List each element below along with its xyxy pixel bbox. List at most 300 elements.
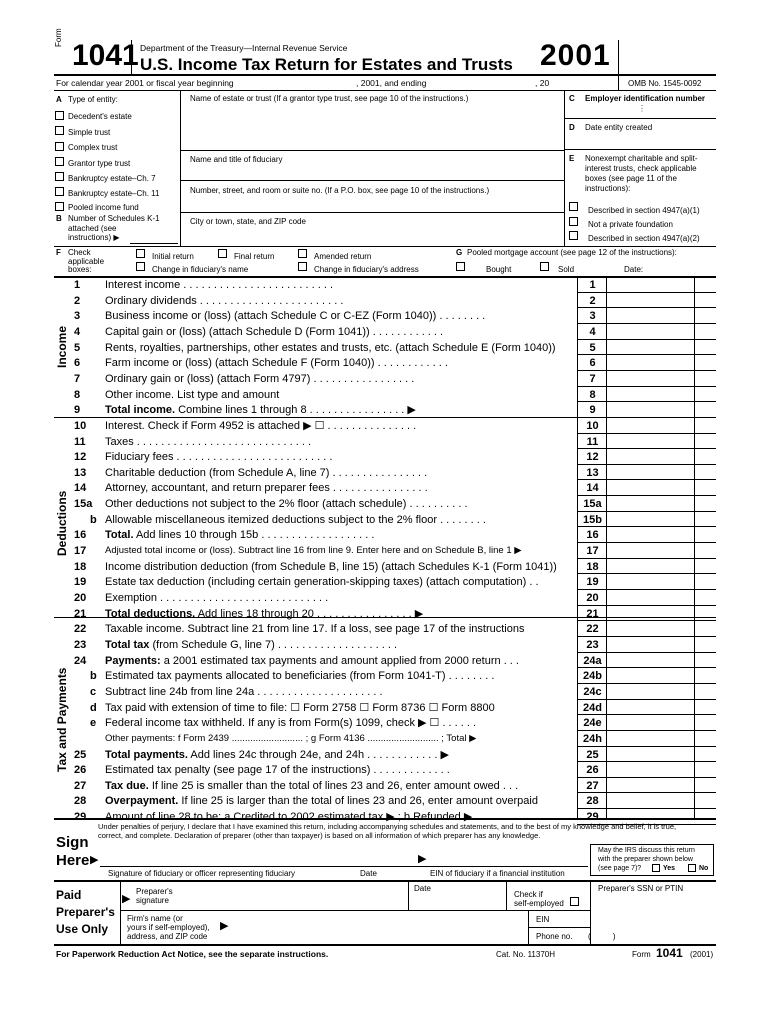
line-text: Charitable deduction (from Schedule A, line 7)	[105, 467, 330, 479]
line-number: d	[90, 702, 97, 714]
initial-return-checkbox[interactable]	[136, 249, 145, 258]
line-box-number: 13	[586, 467, 599, 479]
no-label: No	[699, 865, 709, 872]
line-description	[105, 795, 538, 807]
line-description	[105, 561, 557, 573]
line-text: Rents, royalties, partnerships, other estates and trusts, etc. (attach Schedule E (Form 1040))	[105, 342, 556, 354]
ein-arrow: ▶	[418, 853, 427, 865]
preparer-signature-label: signature	[136, 896, 169, 905]
d-label: D	[569, 123, 575, 132]
line-description	[105, 717, 476, 729]
line-box-number: 10	[586, 420, 599, 432]
line-box-number: 11	[586, 436, 599, 448]
line-amount-field[interactable]	[607, 293, 716, 308]
line-amount-field[interactable]	[607, 731, 716, 746]
line-box-number: 9	[589, 404, 596, 416]
complex-trust-checkbox[interactable]	[55, 142, 64, 151]
line-text: Interest. Check if Form 4952 is attached ▶ ☐	[105, 420, 325, 432]
form-number: 1041	[72, 39, 139, 72]
e-text: Nonexempt charitable and split-	[585, 154, 698, 163]
line-text: Total tax (from Schedule G, line 7)	[105, 639, 275, 651]
form-title: U.S. Income Tax Return for Estates and Trusts	[140, 55, 513, 74]
f-text: applicable	[68, 257, 105, 266]
change-name-label: Change in fiduciary's name	[152, 265, 249, 274]
line-text: Payments: a 2001 estimated tax payments and amount applied from 2000 return	[105, 655, 501, 667]
line-description	[105, 467, 427, 479]
leader-dots: . . . . . . . . . . . . . . . . . . . .	[274, 639, 398, 651]
line-description	[105, 576, 539, 588]
omb-number: OMB No. 1545-0092	[628, 79, 702, 88]
line-description	[105, 326, 443, 338]
leader-dots: . . . . . . . . . . . . . . . . . . . . . . . .	[196, 295, 344, 307]
line-number: 5	[74, 342, 81, 354]
footer-form-word: Form	[632, 950, 651, 959]
line-box-number: 15b	[583, 514, 602, 526]
line-number: 26	[74, 764, 87, 776]
line-description	[105, 529, 374, 541]
line-text: Tax paid with extension of time to file: ☐ Form 2758 ☐ Form 8736 ☐ Form 8800	[105, 702, 495, 714]
line-number: 22	[74, 623, 87, 635]
sold-label: Sold	[558, 265, 575, 274]
line-amount-field[interactable]	[607, 527, 716, 542]
line-text: Amount of line 28 to be: a Credited to 2002 estimated tax ▶ ; b Refunded ▶	[105, 811, 473, 823]
line-number: 16	[74, 529, 87, 541]
line-amount-field[interactable]	[607, 700, 716, 715]
line-amount-field[interactable]	[607, 355, 716, 370]
line-description	[105, 733, 476, 745]
line-number: b	[90, 670, 97, 682]
g-text: Pooled mortgage account (see page 12 of the instructions):	[467, 248, 677, 257]
date-label: Date:	[624, 265, 644, 274]
line-amount-field[interactable]	[607, 340, 716, 355]
line-box-number: 7	[589, 373, 596, 385]
line-description	[105, 780, 518, 792]
line-amount-field[interactable]	[607, 762, 716, 777]
signature-label: Signature of fiduciary or officer representing fiduciary	[108, 869, 296, 878]
line-text: Overpayment. If line 25 is larger than the total of lines 23 and 26, enter amount overpaid	[105, 795, 538, 807]
e-text: instructions):	[585, 184, 631, 193]
line-text: Exemption	[105, 592, 157, 604]
line-text: Other payments: f Form 2439 ........................... ; g Form 4136 ........................... ; Total ▶	[105, 733, 477, 744]
preparers-label: Preparer's	[56, 905, 115, 919]
f-text: Check	[68, 248, 91, 257]
line-amount-field[interactable]	[607, 512, 716, 527]
ein-label: Employer identification number	[585, 94, 706, 103]
line-text: Business income or (loss) (attach Schedule C or C-EZ (Form 1040))	[105, 310, 437, 322]
line-box-number: 21	[586, 608, 599, 620]
line-text: Estimated tax payments allocated to beneficiaries (from Form 1041-T)	[105, 670, 446, 682]
line-number: 1	[74, 279, 81, 291]
e-label: E	[569, 154, 575, 163]
line-amount-field[interactable]	[607, 308, 716, 323]
line-amount-field[interactable]	[607, 434, 716, 449]
leader-dots: . . . . . . . . . . . . . . .	[324, 420, 417, 432]
line-text: Allowable miscellaneous itemized deductions subject to the 2% floor	[105, 514, 438, 526]
line-description	[105, 482, 428, 494]
preparer-date-label: Date	[414, 884, 431, 893]
line-amount-field[interactable]	[607, 543, 716, 558]
tax-payments-section-label: Tax and Payments	[55, 667, 69, 772]
preparer-arrow: ▶	[122, 893, 131, 905]
form-word: Form	[54, 28, 63, 47]
line-number: 2	[74, 295, 81, 307]
leader-dots: . . . . . . . . . . . .	[369, 326, 444, 338]
leader-dots: . . . . . . . .	[436, 310, 486, 322]
line-box-number: 8	[589, 389, 596, 401]
line-amount-field[interactable]	[607, 480, 716, 495]
entity-type-label: Bankruptcy estate–Ch. 11	[68, 189, 160, 198]
paid-label: Paid	[56, 888, 82, 902]
leader-dots: . . . . . . . . . . . . . . . . ▶	[313, 608, 424, 620]
e-text: boxes (see page 11 of the	[585, 174, 677, 183]
line-description	[105, 592, 328, 604]
leader-dots: . . . . . . . . . .	[406, 498, 468, 510]
line-description	[105, 686, 383, 698]
perjury-text: correct, and complete. Declaration of preparer (other than taxpayer) is based on all information of which preparer has any knowledge.	[98, 831, 541, 840]
section-4947a2-checkbox[interactable]	[569, 231, 578, 240]
f-text: boxes:	[68, 265, 92, 274]
line-description	[105, 702, 495, 714]
line-amount-field[interactable]	[607, 778, 716, 793]
a-label: A	[56, 95, 62, 104]
line-text: Farm income or (loss) (attach Schedule F (Form 1040))	[105, 357, 375, 369]
leader-dots: . . . . . . . . . . . . . . . . ▶	[306, 404, 416, 416]
line-amount-field[interactable]	[607, 324, 716, 339]
line-description	[105, 404, 416, 416]
line-number: 29	[74, 811, 87, 823]
irs-yes-checkbox[interactable]	[652, 864, 660, 872]
line-number: 10	[74, 420, 87, 432]
line-amount-field[interactable]	[607, 371, 716, 386]
line-box-number: 18	[586, 561, 599, 573]
simple-trust-checkbox[interactable]	[55, 126, 64, 135]
line-text: Estimated tax penalty (see page 17 of the instructions)	[105, 764, 371, 776]
line-amount-field[interactable]	[607, 559, 716, 574]
line-amount-field[interactable]	[607, 715, 716, 730]
line-box-number: 5	[589, 342, 596, 354]
line-box-number: 24e	[583, 717, 602, 729]
line-description	[105, 623, 524, 635]
line-number: 12	[74, 451, 87, 463]
line-description	[105, 279, 333, 291]
line-amount-field[interactable]	[607, 747, 716, 762]
department: Department of the Treasury—Internal Revenue Service	[140, 43, 348, 53]
line-box-number: 24a	[583, 655, 602, 667]
leader-dots: . . . . . . . . . . . . . . . . . . . . . . . . . . . . .	[133, 436, 312, 448]
line-box-number: 6	[589, 357, 596, 369]
line-text: Subtract line 24b from line 24a	[105, 686, 255, 698]
line-amount-field[interactable]	[607, 793, 716, 808]
line-text: Other income. List type and amount	[105, 389, 280, 401]
leader-dots: . . . . . . . . . . . . . . . .	[329, 467, 428, 479]
line-text: Capital gain or (loss) (attach Schedule D (Form 1041))	[105, 326, 370, 338]
line-box-number: 17	[586, 545, 599, 557]
deductions-section-label: Deductions	[55, 490, 69, 556]
line-number: 18	[74, 561, 87, 573]
entity-type-label: Grantor type trust	[68, 159, 131, 168]
change-address-label: Change in fiduciary's address	[314, 265, 419, 274]
line-number: 11	[74, 436, 86, 448]
line-box-number: 20	[586, 592, 599, 604]
line-text: Attorney, accountant, and return preparer fees	[105, 482, 330, 494]
line-text: Taxable income. Subtract line 21 from line 17. If a loss, see page 17 of the instructions	[105, 623, 525, 635]
line-text: Federal income tax withheld. If any is from Form(s) 1099, check ▶ ☐	[105, 717, 440, 729]
ein-fiduciary-label: EIN of fiduciary if a financial institution	[430, 869, 565, 878]
b-label: B	[56, 214, 62, 223]
line-number: e	[90, 717, 97, 729]
line-text: Income distribution deduction (from Schedule B, line 15) (attach Schedules K-1 (Form 1041))	[105, 561, 557, 573]
income-section-label: Income	[55, 325, 69, 368]
line-text: Taxes	[105, 436, 134, 448]
line-amount-field[interactable]	[607, 574, 716, 589]
final-return-checkbox[interactable]	[218, 249, 227, 258]
calendar-line: For calendar year 2001 or fiscal year beginning	[56, 78, 234, 88]
a-text: Type of entity:	[68, 95, 118, 104]
line-amount-field[interactable]	[607, 637, 716, 652]
line-box-number: 22	[586, 623, 599, 635]
line-number: 17	[74, 545, 87, 557]
ein-dots: ⋮	[638, 104, 646, 113]
line-number: c	[90, 686, 97, 698]
line-number: 9	[74, 404, 81, 416]
line-number: 13	[74, 467, 87, 479]
entity-type-label: Simple trust	[68, 128, 111, 137]
line-text: Tax due. If line 25 is smaller than the total of lines 23 and 26, enter amount owed	[105, 780, 500, 792]
firm-name-label: yours if self-employed),	[127, 923, 210, 932]
entity-type-label: Bankruptcy estate–Ch. 7	[68, 174, 156, 183]
line-number: 27	[74, 780, 87, 792]
amended-return-checkbox[interactable]	[298, 249, 307, 258]
leader-dots: . . . . . . . . . . . . . . . . .	[310, 373, 415, 385]
line-box-number: 15a	[583, 498, 602, 510]
line-amount-field[interactable]	[607, 606, 716, 621]
line-text: Ordinary gain or (loss) (attach Form 4797)	[105, 373, 311, 385]
leader-dots: . . . . . . . .	[445, 670, 495, 682]
line-box-number: 26	[586, 764, 599, 776]
line-amount-field[interactable]	[607, 684, 716, 699]
line-number: 6	[74, 357, 81, 369]
line-box-number: 25	[586, 749, 599, 761]
line-description	[105, 389, 279, 401]
line-box-number: 3	[589, 310, 596, 322]
line-amount-field[interactable]	[607, 590, 716, 605]
line-text: Total payments. Add lines 24c through 24e, and 24h	[105, 749, 365, 761]
sold-checkbox[interactable]	[540, 262, 549, 271]
leader-dots: . .	[526, 576, 539, 588]
line-box-number: 24d	[583, 702, 602, 714]
line-description	[105, 749, 449, 761]
line-text: Adjusted total income or (loss). Subtract line 16 from line 9. Enter here and on Schedule B, line 1 ▶	[105, 545, 522, 556]
line-box-number: 27	[586, 780, 599, 792]
leader-dots: . . . . . . . . . . . . . . . . . . . . . . . . . . . .	[156, 592, 329, 604]
line-text: Total deductions. Add lines 18 through 20	[105, 608, 314, 620]
footer-form-number: 1041	[656, 946, 683, 960]
line-text: Interest income	[105, 279, 181, 291]
line-description	[105, 655, 519, 667]
line-box-number: 23	[586, 639, 599, 651]
irs-discuss-text: with the preparer shown below	[598, 856, 693, 863]
line-number: 14	[74, 482, 87, 494]
firm-name-label: address, and ZIP code	[127, 932, 208, 941]
amended-return-label: Amended return	[314, 252, 372, 261]
check-if-label: Check if	[514, 890, 543, 899]
b-text: attached (see	[68, 224, 117, 233]
c-label: C	[569, 94, 575, 103]
line-description	[105, 436, 311, 448]
calendar-end: , 20	[535, 78, 550, 88]
preparer-ssn-label: Preparer's SSN or PTIN	[598, 884, 684, 893]
line-box-number: 24b	[583, 670, 602, 682]
leader-dots: . . . . . . . . . . . . .	[370, 764, 450, 776]
tax-year: 2001	[540, 39, 611, 72]
leader-dots: . . . . . . . . . . . . . . . . . . . . . . . . .	[180, 279, 334, 291]
leader-dots: . . . . . . . . . . . . . . . . . . . . .	[254, 686, 383, 698]
leader-dots: . . . . . . . . . . . . . . . . . . .	[258, 529, 375, 541]
line-number: 20	[74, 592, 87, 604]
initial-return-label: Initial return	[152, 252, 194, 261]
bankruptcy-ch11-checkbox[interactable]	[55, 187, 64, 196]
final-return-label: Final return	[234, 252, 275, 261]
line-text: Estate tax deduction (including certain generation-skipping taxes) (attach computation)	[105, 576, 527, 588]
line-box-number: 28	[586, 795, 599, 807]
line-text: Other deductions not subject to the 2% floor (attach schedule)	[105, 498, 407, 510]
change-address-checkbox[interactable]	[298, 262, 307, 271]
line-number: 25	[74, 749, 87, 761]
line-text: Total. Add lines 10 through 15b	[105, 529, 259, 541]
decedents-estate-checkbox[interactable]	[55, 111, 64, 120]
line-text: Ordinary dividends	[105, 295, 197, 307]
line-number: 7	[74, 373, 81, 385]
line-box-number: 14	[586, 482, 599, 494]
line-description	[105, 764, 450, 776]
line-amount-field[interactable]	[607, 387, 716, 402]
fiduciary-name-label: Name and title of fiduciary	[190, 155, 283, 164]
leader-dots: . . .	[500, 655, 519, 667]
line-number: 23	[74, 639, 87, 651]
self-employed-label: self-employed	[514, 899, 564, 908]
leader-dots: . . . . . .	[439, 717, 477, 729]
phone-label: Phone no.	[536, 932, 573, 941]
paperwork-notice: For Paperwork Reduction Act Notice, see the separate instructions.	[56, 949, 329, 959]
line-number: 19	[74, 576, 87, 588]
line-number: 3	[74, 310, 81, 322]
line-description	[105, 420, 416, 432]
phone-paren: ( )	[588, 932, 616, 941]
sign-label: Sign	[56, 834, 89, 851]
line-number: 4	[74, 326, 81, 338]
sign-arrow: ▶	[90, 854, 99, 866]
line-amount-field[interactable]	[607, 621, 716, 636]
line-box-number: 24c	[583, 686, 602, 698]
line-text: Total income. Combine lines 1 through 8	[105, 404, 307, 416]
line-number: 21	[74, 608, 87, 620]
line-box-number: 24h	[583, 733, 602, 745]
entity-type-label: Decedent's estate	[68, 112, 132, 121]
yes-label: Yes	[663, 865, 676, 872]
f-label: F	[56, 248, 61, 257]
line-description	[105, 514, 486, 526]
line-description	[105, 670, 494, 682]
firm-arrow: ▶	[220, 920, 229, 932]
date-created-label: Date entity created	[585, 123, 653, 132]
irs-discuss-text: (see page 7)?	[598, 865, 642, 872]
calendar-mid: , 2001, and ending	[356, 78, 427, 88]
not-private-foundation-checkbox[interactable]	[569, 217, 578, 226]
here-label: Here	[56, 852, 90, 869]
line-box-number: 16	[586, 529, 599, 541]
line-amount-field[interactable]	[607, 449, 716, 464]
line-amount-field[interactable]	[607, 402, 716, 417]
b-text: instructions) ▶	[68, 233, 120, 242]
line-box-number: 4	[589, 326, 596, 338]
irs-discuss-text: May the IRS discuss this return	[598, 847, 695, 854]
leader-dots: . . . . . . . .	[437, 514, 486, 526]
bankruptcy-ch7-checkbox[interactable]	[55, 172, 64, 181]
line-amount-field[interactable]	[607, 653, 716, 668]
leader-dots: . . . . . . . . . . . . . . . . . . . . . . . . . .	[173, 451, 333, 463]
preparer-ein-label: EIN	[536, 915, 550, 924]
use-only-label: Use Only	[56, 922, 109, 936]
g-label: G	[456, 248, 463, 257]
line-box-number: 12	[586, 451, 599, 463]
grantor-trust-checkbox[interactable]	[55, 157, 64, 166]
sign-date-label: Date	[360, 869, 377, 878]
entity-type-label: Pooled income fund	[68, 203, 139, 212]
line-text: Fiduciary fees	[105, 451, 174, 463]
leader-dots: . . . . . . . . . . . .	[374, 357, 448, 369]
catalog-number: Cat. No. 11370H	[496, 950, 555, 959]
e-text: interest trusts, check applicable	[585, 164, 697, 173]
line-amount-field[interactable]	[607, 668, 716, 683]
line-box-number: 19	[586, 576, 599, 588]
line-description	[105, 310, 485, 322]
leader-dots: . . . . . . . . . . . . . . . .	[329, 482, 428, 494]
line-description	[105, 545, 522, 557]
line-description	[105, 498, 468, 510]
line-amount-field[interactable]	[607, 277, 716, 292]
line-description	[105, 373, 414, 385]
preparer-signature-label: Preparer's	[136, 887, 173, 896]
line-description	[105, 295, 343, 307]
perjury-text: Under penalties of perjury, I declare that I have examined this return, including accompanying schedules and statements, and to the best of my knowledge and belief, it is true,	[98, 822, 677, 831]
change-name-checkbox[interactable]	[136, 262, 145, 271]
line-number: 28	[74, 795, 87, 807]
entity-type-label: Complex trust	[68, 143, 118, 152]
footer-form-year: (2001)	[690, 950, 714, 959]
e-option-label: Described in section 4947(a)(2)	[588, 234, 700, 243]
self-employed-checkbox[interactable]	[570, 897, 579, 906]
line-box-number: 1	[589, 279, 596, 291]
section-4947a1-checkbox[interactable]	[569, 202, 578, 211]
line-number: 8	[74, 389, 81, 401]
pooled-income-fund-checkbox[interactable]	[55, 202, 64, 211]
line-number: b	[90, 514, 97, 526]
line-amount-field[interactable]	[607, 465, 716, 480]
e-option-label: Not a private foundation	[588, 220, 673, 229]
line-amount-field[interactable]	[607, 496, 716, 511]
bought-label: Bought	[486, 265, 512, 274]
line-box-number: 2	[589, 295, 596, 307]
line-description	[105, 357, 448, 369]
line-box-number: 29	[586, 811, 599, 823]
line-description	[105, 608, 423, 620]
b-text: Number of Schedules K-1	[68, 214, 160, 223]
irs-no-checkbox[interactable]	[688, 864, 696, 872]
line-number: 15a	[74, 498, 93, 510]
street-address-label: Number, street, and room or suite no. (If a P.O. box, see page 10 of the instructions.)	[190, 186, 490, 195]
bought-checkbox[interactable]	[456, 262, 465, 271]
line-amount-field[interactable]	[607, 418, 716, 433]
